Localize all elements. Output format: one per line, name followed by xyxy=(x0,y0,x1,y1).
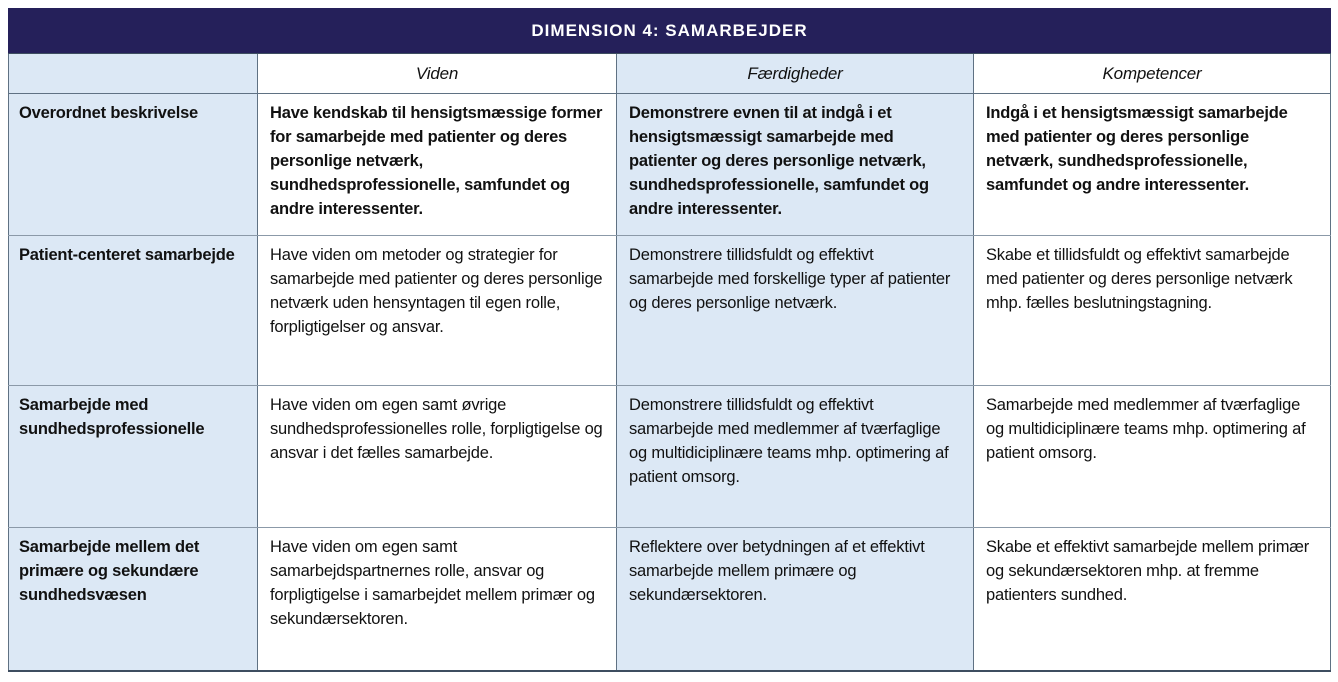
kompetencer-cell: Samarbejde med medlemmer af tværfaglige og multidiciplinære teams mhp. optimering af patient omsorg. xyxy=(974,386,1331,528)
faerdigheder-cell: Reflektere over betydningen af et effektivt samarbejde mellem primære og sekundærsektoren. xyxy=(617,528,974,671)
row-header-cell: Patient-centeret samarbejde xyxy=(9,236,258,386)
column-header-empty xyxy=(9,54,258,94)
column-header-faerdigheder: Færdigheder xyxy=(617,54,974,94)
faerdigheder-cell: Demonstrere evnen til at indgå i et hensigtsmæssigt samarbejde med patienter og deres personlige netværk, sundhedsprofessionelle, samfundet og andre interessenter. xyxy=(617,94,974,236)
title-row xyxy=(9,9,1331,54)
kompetencer-cell: Indgå i et hensigtsmæssigt samarbejde med patienter og deres personlige netværk, sundhedsprofessionelle, samfundet og andre interessenter. xyxy=(974,94,1331,236)
table-row-samarbejde-med-sundhedsprofessionelle xyxy=(9,386,1331,528)
table-row-patient-centeret-samarbejde xyxy=(9,236,1331,386)
row-header-cell: Samarbejde med sundhedsprofessionelle xyxy=(9,386,258,528)
column-header-viden: Viden xyxy=(258,54,617,94)
viden-cell: Have viden om metoder og strategier for samarbejde med patienter og deres personlige netværk uden hensyntagen til egen rolle, forpligtigelser og ansvar. xyxy=(258,236,617,386)
dimension-table xyxy=(8,8,1331,672)
column-header-kompetencer: Kompetencer xyxy=(974,54,1331,94)
row-header-cell: Samarbejde mellem det primære og sekundære sundhedsvæsen xyxy=(9,528,258,671)
viden-cell: Have kendskab til hensigtsmæssige former for samarbejde med patienter og deres personlige netværk, sundhedsprofessionelle, samfundet og andre interessenter. xyxy=(258,94,617,236)
table-title: DIMENSION 4: SAMARBEJDER xyxy=(9,9,1331,54)
faerdigheder-cell: Demonstrere tillidsfuldt og effektivt samarbejde med medlemmer af tværfaglige og multidiciplinære teams mhp. optimering af patient omsorg. xyxy=(617,386,974,528)
column-header-row xyxy=(9,54,1331,94)
viden-cell: Have viden om egen samt samarbejdspartnernes rolle, ansvar og forpligtigelse i samarbejdet mellem primær og sekundærsektoren. xyxy=(258,528,617,671)
table-row-overordnet-beskrivelse xyxy=(9,94,1331,236)
faerdigheder-cell: Demonstrere tillidsfuldt og effektivt samarbejde med forskellige typer af patienter og deres personlige netværk. xyxy=(617,236,974,386)
kompetencer-cell: Skabe et effektivt samarbejde mellem primær og sekundærsektoren mhp. at fremme patienters sundhed. xyxy=(974,528,1331,671)
table-row-samarbejde-mellem-sektorer xyxy=(9,528,1331,671)
kompetencer-cell: Skabe et tillidsfuldt og effektivt samarbejde med patienter og deres personlige netværk mhp. fælles beslutningstagning. xyxy=(974,236,1331,386)
row-header-cell: Overordnet beskrivelse xyxy=(9,94,258,236)
viden-cell: Have viden om egen samt øvrige sundhedsprofessionelles rolle, forpligtigelse og ansvar i det fælles samarbejde. xyxy=(258,386,617,528)
